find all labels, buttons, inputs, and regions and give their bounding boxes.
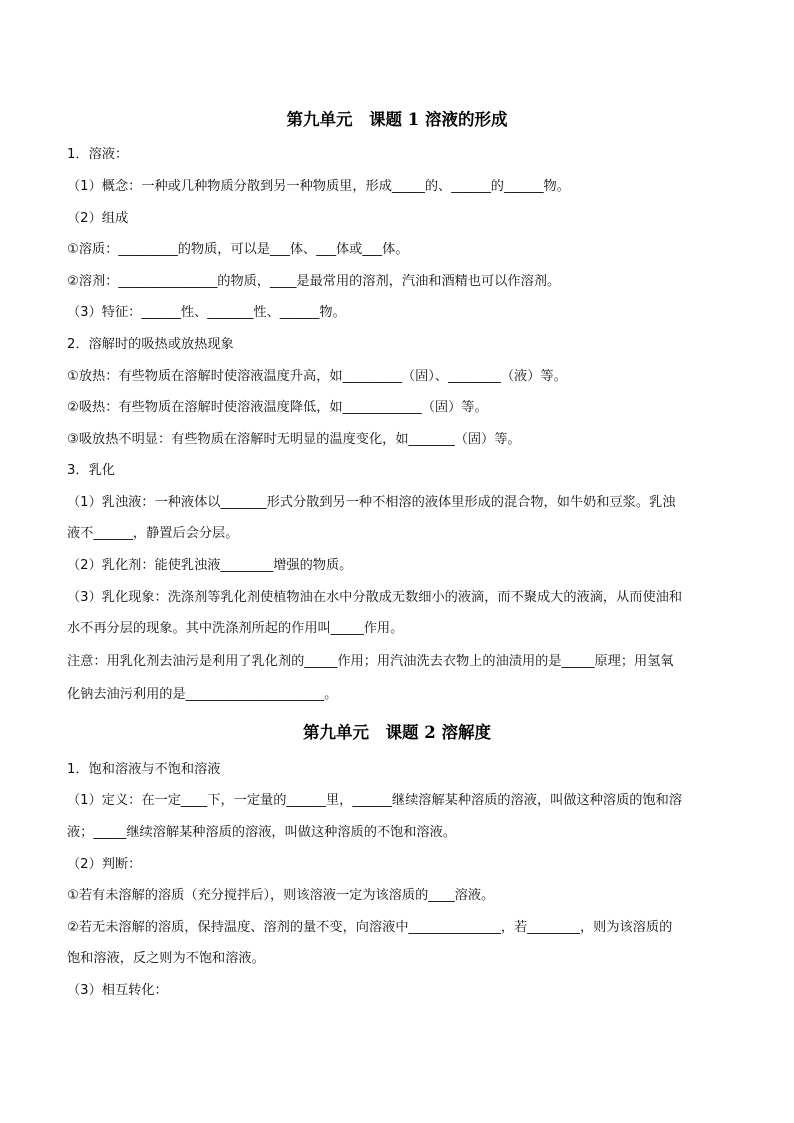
s2-line-5: ①若有未溶解的溶质（充分搅拌后），则该溶液一定为该溶质的____溶液。	[67, 888, 495, 903]
s1-line-16: 水不再分层的现象。其中洗涤剂所起的作用叫_____作用。	[67, 621, 404, 636]
s2-line-8: （3）相互转化：	[67, 983, 168, 998]
s1-line-10: ③吸放热不明显：有些物质在溶解时无明显的温度变化，如_______（固）等。	[67, 432, 521, 447]
s2-line-1: 1．饱和溶液与不饱和溶液	[67, 762, 221, 777]
s1-line-11: 3．乳化	[67, 463, 115, 478]
s1-line-5: ②溶剂：_______________的物质，____是最常用的溶剂，汽油和酒精也可以作溶剂。	[67, 274, 561, 289]
s1-line-8: ①放热：有些物质在溶解时使溶液温度升高，如_________（固）、________（液）等。	[67, 369, 567, 384]
s2-line-7: 饱和溶液，反之则为不饱和溶液。	[67, 951, 265, 966]
s1-line-15: （3）乳化现象：洗涤剂等乳化剂使植物油在水中分散成无数细小的液滴，而不聚成大的液滴，从而使油和	[67, 590, 683, 605]
s1-line-12: （1）乳浊液：一种液体以_______形式分散到另一种不相溶的液体里形成的混合物，如牛奶和豆浆。乳浊	[67, 495, 676, 510]
section-2-heading: 第九单元 课题 2 溶解度	[303, 723, 491, 742]
s1-line-17: 注意：用乳化剂去油污是利用了乳化剂的_____作用；用汽油洗去衣物上的油渍用的是_____原理；用氢氧	[67, 654, 674, 669]
s2-line-2: （1）定义：在一定____下，一定量的______里，______继续溶解某种溶质的溶液，叫做这种溶质的饱和溶	[67, 793, 683, 808]
s1-line-4: ①溶质：_________的物质，可以是___体、___体或___体。	[67, 242, 409, 257]
s2-line-3: 液；_____继续溶解某种溶质的溶液，叫做这种溶质的不饱和溶液。	[67, 825, 457, 840]
s1-line-7: 2．溶解时的吸热或放热现象	[67, 337, 234, 352]
s1-line-2: （1）概念：一种或几种物质分散到另一种物质里，形成_____的、______的______物。	[67, 179, 570, 194]
s1-line-13: 液不______，静置后会分层。	[67, 526, 239, 541]
s1-line-3: （2）组成	[67, 211, 129, 226]
s2-line-6: ②若无未溶解的溶质，保持温度、溶剂的量不变，向溶液中______________，若________，则为该溶质的	[67, 920, 673, 935]
s2-line-4: （2）判断：	[67, 857, 142, 872]
section-1-heading: 第九单元 课题 1 溶液的形成	[286, 110, 508, 129]
s1-line-6: （3）特征：______性、_______性、______物。	[67, 305, 346, 320]
s1-line-18: 化钠去油污利用的是_____________________。	[67, 687, 338, 702]
s1-line-1: 1．溶液：	[67, 147, 129, 162]
s1-line-9: ②吸热：有些物质在溶解时使溶液温度降低，如____________（固）等。	[67, 400, 488, 415]
s1-line-14: （2）乳化剂：能使乳浊液________增强的物质。	[67, 558, 353, 573]
